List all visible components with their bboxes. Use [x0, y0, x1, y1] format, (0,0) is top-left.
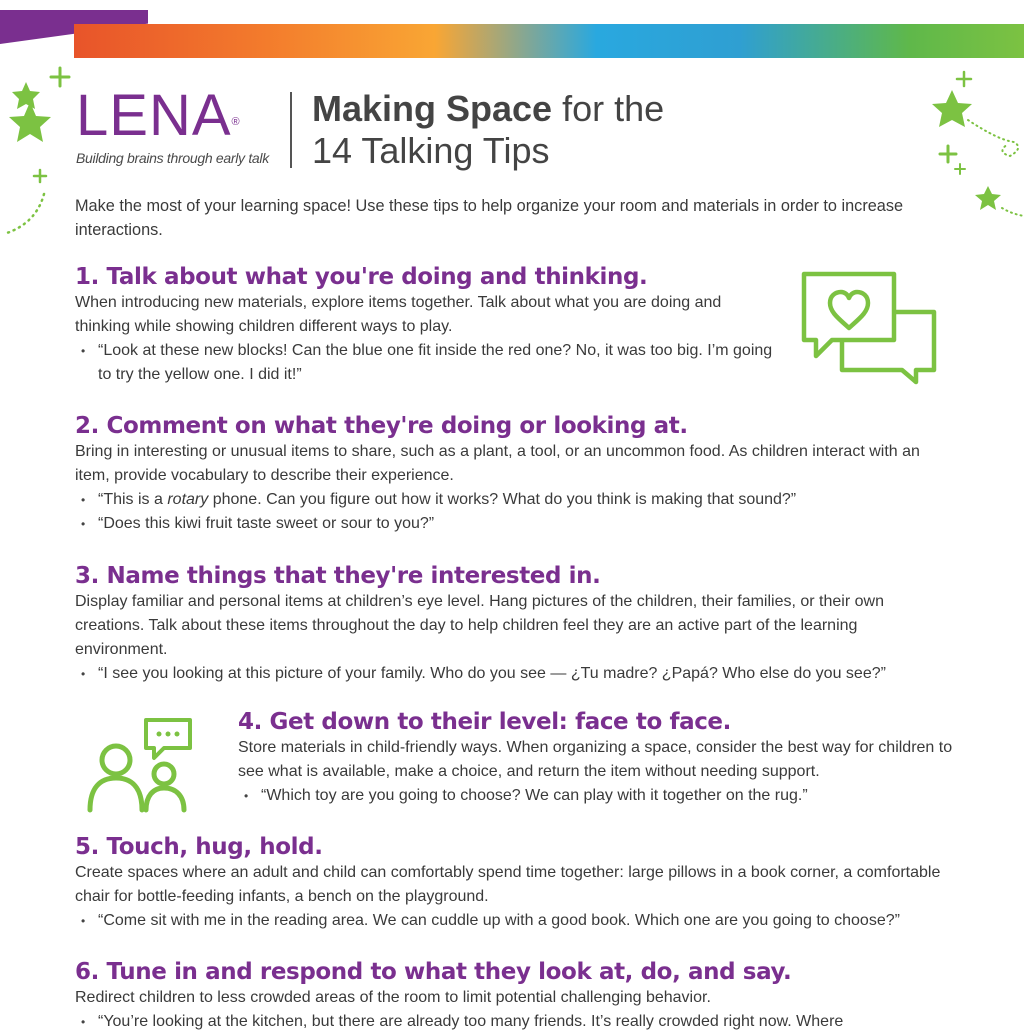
- chat-bubbles-heart-icon: [798, 268, 942, 388]
- tip-heading: 5. Touch, hug, hold.: [75, 834, 323, 860]
- tip-body: Redirect children to less crowded areas of the room to limit potential challenging behavior.: [75, 989, 711, 1006]
- header-gradient-bar: [74, 24, 1024, 58]
- page-title: Making Space for the 14 Talking Tips: [312, 88, 665, 171]
- tip-bullets: [75, 488, 955, 536]
- tip-heading: 6. Tune in and respond to what they look at, do, and say.: [75, 959, 792, 985]
- tip-heading: 2. Comment on what they're doing or looking at.: [75, 413, 688, 439]
- two-people-speech-icon: [84, 716, 200, 816]
- tip-bullet: • “Come sit with me in the reading area. We can cuddle up with a good book. Which one are you going to choose?”: [75, 909, 955, 933]
- title-divider: [290, 92, 292, 168]
- tip-5: [75, 833, 955, 933]
- lena-logo: [76, 83, 271, 166]
- stars-icon: [0, 62, 80, 242]
- logo-tagline: Building brains through early talk: [76, 150, 269, 166]
- tip-bullet: • “You’re looking at the kitchen, but there are already too many friends. It’s really crowded right now. Where: [75, 1010, 955, 1034]
- tip-bullets: [75, 909, 955, 933]
- tip-body: Store materials in child-friendly ways. When organizing a space, consider the best way for children to see what is available, make a choice, and return the item without needing support.: [238, 739, 953, 780]
- tip-1: [75, 263, 775, 387]
- tip-6: [75, 958, 955, 1034]
- tip-bullets: [75, 1010, 955, 1034]
- tip-bullet: • “I see you looking at this picture of your family. Who do you see — ¿Tu madre? ¿Papá? Who else do you see?”: [75, 662, 955, 686]
- tip-body: Create spaces where an adult and child can comfortably spend time together: large pillows in a book corner, a comfortable chair for bottle-feeding infants, a bench on the playground.: [75, 864, 941, 905]
- tip-4: [238, 708, 958, 808]
- tip-bullet: • “This is a rotary phone. Can you figure out how it works? What do you think is making that sound?”: [75, 488, 955, 512]
- logo-wordmark: LENA®: [76, 83, 241, 148]
- tip-heading: 4. Get down to their level: face to face.: [238, 709, 731, 735]
- tip-bullet: • “Look at these new blocks! Can the blue one fit inside the red one? No, it was too big. I’m going to try the yellow one. I did it!”: [75, 339, 778, 387]
- tip-bullet: • “Does this kiwi fruit taste sweet or sour to you?”: [75, 512, 955, 536]
- tip-bullet: • “Which toy are you going to choose? We can play with it together on the rug.”: [238, 784, 958, 808]
- tip-bullets: [238, 784, 958, 808]
- intro-paragraph: Make the most of your learning space! Use these tips to help organize your room and materials in order to increase interactions.: [75, 197, 904, 239]
- tip-body: When introducing new materials, explore items together. Talk about what you are doing and thinking while showing children different ways to play.: [75, 294, 722, 335]
- tip-body: Display familiar and personal items at children’s eye level. Hang pictures of the children, their families, or their own creations. Talk about these items throughout the day to help children feel they are an active part of the learning environment.: [75, 593, 884, 658]
- tip-2: [75, 412, 955, 536]
- tip-heading: 3. Name things that they're interested in.: [75, 563, 601, 589]
- tip-body: Bring in interesting or unusual items to share, such as a plant, a tool, or an uncommon food. As children interact with an item, provide vocabulary to describe their experience.: [75, 443, 920, 484]
- tip-heading: 1. Talk about what you're doing and thinking.: [75, 264, 648, 290]
- tip-bullets: [75, 662, 955, 686]
- tip-bullets: [75, 339, 775, 387]
- tip-3: [75, 562, 955, 686]
